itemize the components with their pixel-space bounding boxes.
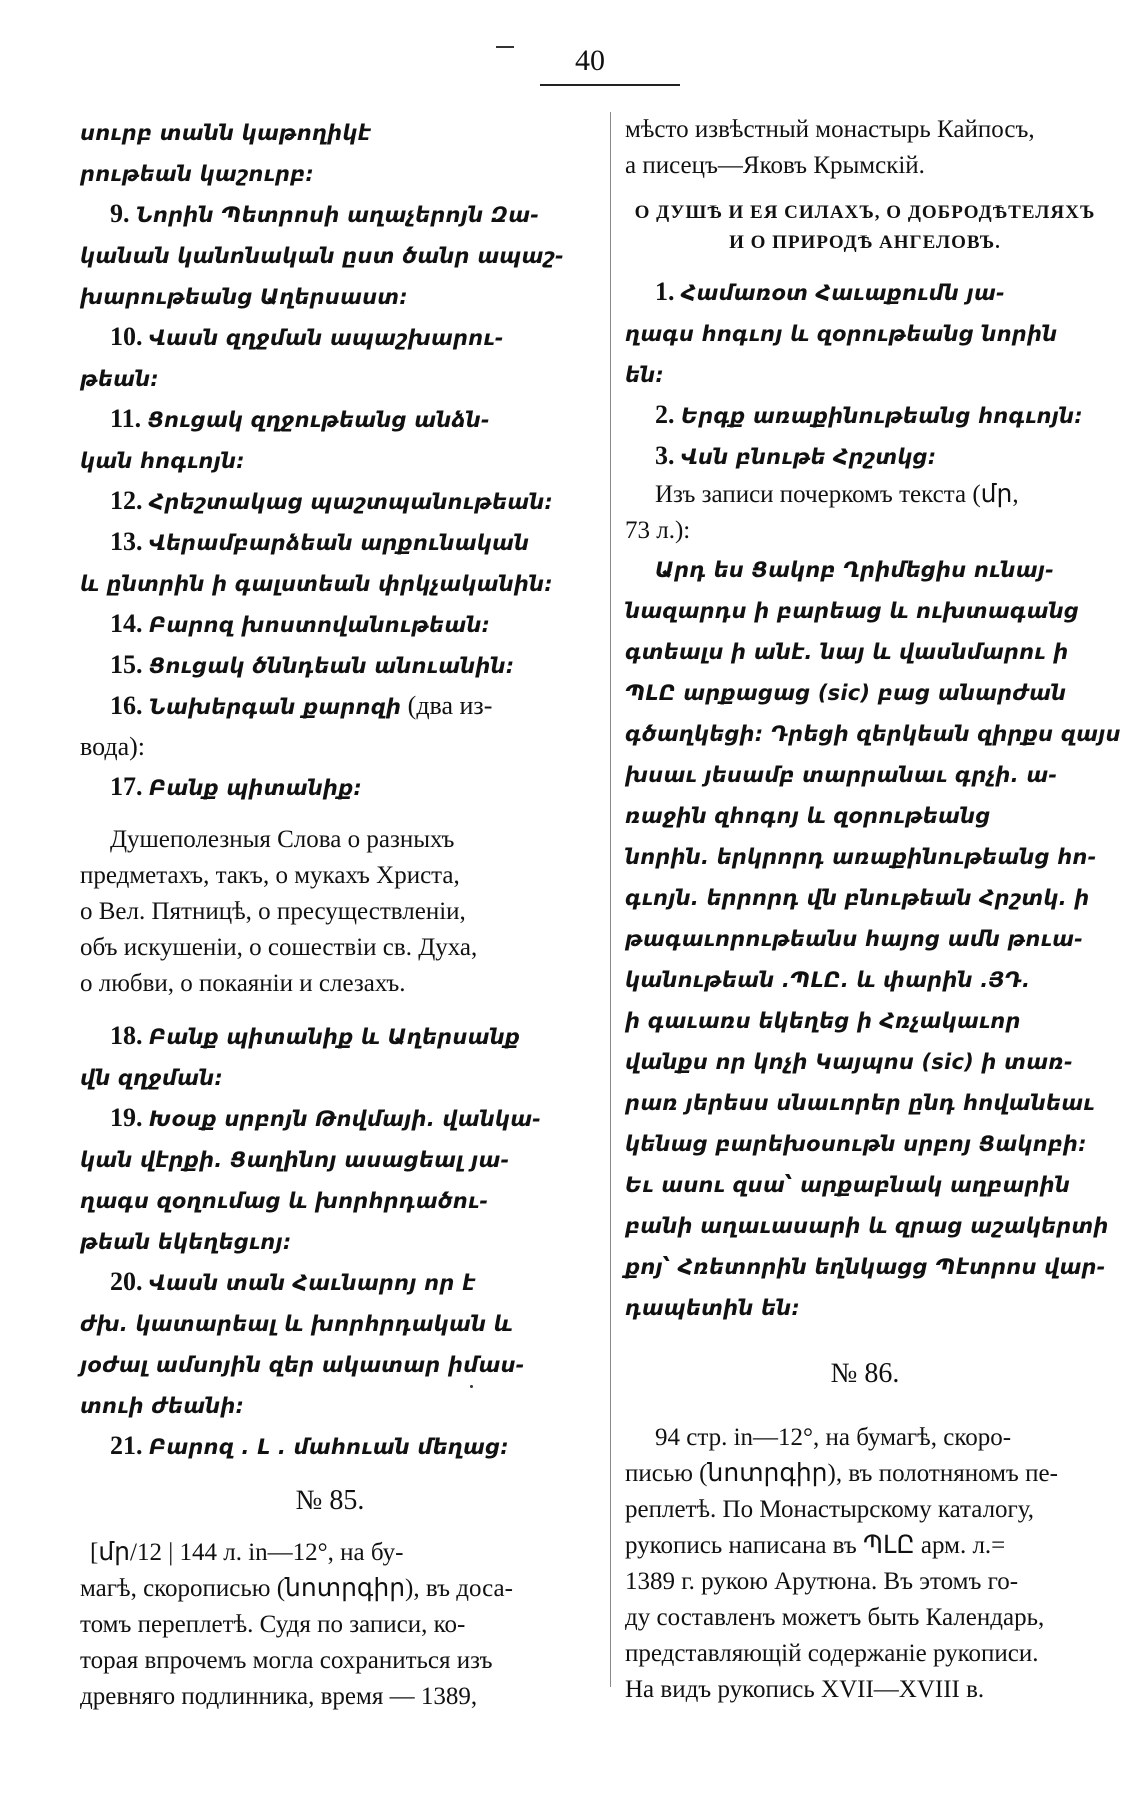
text-line [625, 354, 1105, 395]
armenian-text: բանի աղաւասարի և զրաց աշակերտի [625, 1214, 1109, 1238]
colophon-line [625, 713, 1121, 754]
colophon-line [625, 795, 1105, 836]
text-line: предметахъ, такъ, о мукахъ Христа, [80, 862, 460, 889]
page-number: 40 [575, 44, 605, 77]
right-colophon [625, 549, 1121, 1328]
text-line [80, 645, 580, 686]
armenian-text: Նորին Պետրոսի աղաչերոյն Զա- [136, 203, 540, 227]
colophon-line [625, 1246, 1105, 1287]
colophon-line [625, 959, 1105, 1000]
item-number: 12. [110, 486, 149, 515]
colophon-line [625, 631, 1105, 672]
colophon-line [625, 918, 1105, 959]
text-line: рукопись написана въ ՊԼԸ арм. л.= [625, 1532, 1006, 1559]
item-number: 1. [655, 277, 681, 306]
text-line [80, 153, 580, 194]
text-line: томъ переплетѣ. Судя по записи, ко- [80, 1611, 466, 1638]
russian-text: (два из- [401, 691, 493, 720]
russian-text: вода): [80, 732, 145, 761]
colophon-line [625, 1205, 1109, 1246]
colophon-line [625, 1041, 1105, 1082]
text-line [80, 1303, 580, 1344]
text-line [80, 1344, 580, 1385]
colophon-line [625, 1000, 1105, 1041]
armenian-text: խարութեանց Աղերսաստ: [80, 285, 408, 309]
item-number: 17. [110, 772, 149, 801]
text-line [625, 436, 1105, 477]
text-line [80, 399, 580, 440]
armenian-text: Վասն զղջման ապաշխարու- [149, 326, 504, 350]
text-line: объ искушеніи, о сошествіи св. Духа, [80, 934, 478, 961]
armenian-text: ժխ. կատարեալ և խորհրդական և [80, 1312, 513, 1336]
item-number: 10. [110, 322, 149, 351]
text-line: И О ПРИРОДѢ АНГЕЛОВЪ. [729, 232, 1001, 253]
armenian-text: նազարդս ի բարեաց և ուխտագանց [625, 599, 1079, 623]
left-description [80, 1535, 580, 1715]
armenian-text: յօժալ ամսոյին զեր ակատար իմաս- [80, 1353, 525, 1377]
armenian-text: ի գաւառս եկեղեց ի Հռչակաւոր [625, 1009, 1021, 1033]
colophon-line [625, 1164, 1105, 1205]
text-line: На видъ рукопись XVII—XVIII в. [625, 1676, 985, 1703]
armenian-text: Խօսք սրբոյն Թովմայի. վանկա- [149, 1107, 542, 1131]
item-number: 11. [110, 404, 148, 433]
right-armenian-list [625, 272, 1105, 477]
armenian-text: ղագս զօղումաց և խորհրդածու- [80, 1189, 489, 1213]
text-line [80, 112, 580, 153]
text-line [80, 1385, 580, 1426]
section-number-86: № 86. [830, 1358, 900, 1389]
armenian-text: են: [625, 363, 664, 387]
armenian-text: Եւ ասու զսա՝ արքաբնակ աղբարին [625, 1173, 1071, 1197]
text-line [80, 358, 580, 399]
text-line [80, 481, 580, 522]
right-note-line-2: 73 л.): [625, 517, 691, 544]
text-line [80, 563, 580, 604]
left-russian-paragraph [80, 822, 580, 1002]
armenian-text: Ցուցակ զղջութեանց անձն- [147, 408, 490, 432]
text-line: торая впрочемъ могла сохраниться изъ [80, 1647, 493, 1674]
armenian-text: Ցուցակ ծննդեան անուանին: [149, 654, 515, 678]
text-line [80, 1139, 580, 1180]
text-line [80, 235, 580, 276]
armenian-text: թագաւորութեանս հայոց ամն թուա- [625, 927, 1084, 951]
text-line [80, 1221, 580, 1262]
text-line: мѣсто извѣстный монастырь Кайпосъ, [625, 116, 1035, 143]
armenian-text: վանքս որ կոչի Կայպոս (sic) ի տառ- [625, 1050, 1073, 1074]
text-line [80, 1180, 580, 1221]
armenian-text: Վսն բնութե Հրշտկց: [681, 445, 937, 469]
text-line [625, 272, 1105, 313]
armenian-text: նորին. երկրորդ առաքինութեանց հո- [625, 845, 1097, 869]
colophon-line [625, 836, 1105, 877]
text-line: о Вел. Пятницѣ, о пресуществленіи, [80, 898, 466, 925]
armenian-text: քոյ՝ Հռետորին եղնկացց Պէտրոս վար- [625, 1255, 1106, 1279]
armenian-text: տուի ժեանի: [80, 1394, 245, 1418]
armenian-text: թեան եկեղեցւոյ: [80, 1230, 292, 1254]
right-description [625, 1420, 1105, 1708]
right-column [625, 112, 1121, 1708]
section-number-85: № 85. [295, 1485, 365, 1516]
text-line [80, 440, 580, 481]
item-number: 13. [110, 527, 149, 556]
armenian-text: րութեան կաշուրբ: [80, 162, 314, 186]
armenian-text: սուրբ տանն կաթողիկէ [80, 121, 371, 145]
armenian-text: Վասն տան Հաւնարոյ որ է [149, 1271, 476, 1295]
text-line: 1389 г. рукою Арутюна. Въ этомъ го- [625, 1568, 1019, 1595]
text-line [80, 686, 580, 727]
armenian-text: Արդ ես Ցակոբ Ղրիմեցիս ունայ- [655, 558, 1055, 582]
text-line: представляющій содержаніе рукописи. [625, 1640, 1039, 1667]
armenian-text: րառ յերեսս սնաւորեր ընդ հովանեաւ [625, 1091, 1095, 1115]
colophon-line [625, 1287, 1105, 1328]
left-column [80, 112, 580, 1715]
text-line [80, 522, 580, 563]
text-line: писью (նոտրգիր), въ полотняномъ пе- [625, 1460, 1058, 1487]
colophon-line [625, 672, 1105, 713]
text-line [80, 1262, 580, 1303]
text-line: магѣ, скорописью (նոտրգիր), въ доса- [80, 1575, 513, 1602]
item-number: 20. [110, 1267, 149, 1296]
header-rule [540, 84, 680, 86]
armenian-text: կան հոգւոյն: [80, 449, 245, 473]
armenian-text: Համառօտ Հաւաքումն յա- [681, 281, 1005, 305]
text-line: а писецъ—Яковъ Крымскій. [625, 152, 925, 179]
text-line [80, 317, 580, 358]
armenian-text: կան վէրքի. Ցաղինոյ ասացեալ յա- [80, 1148, 510, 1172]
text-line [80, 276, 580, 317]
armenian-text: կանան կանոնական ըստ ծանր ապաշ- [80, 244, 564, 268]
item-number: 19. [110, 1103, 149, 1132]
colophon-line [625, 1123, 1105, 1164]
armenian-text: ՊԼԸ արքացաց (sic) բաց անարժան [625, 681, 1067, 705]
left-armenian-list [80, 112, 580, 808]
item-number: 18. [110, 1021, 149, 1050]
left-armenian-list-2 [80, 1016, 580, 1467]
colophon-line [625, 754, 1105, 795]
armenian-text: ղագս հոգւոյ և զօրութեանց նորին [625, 322, 1058, 346]
armenian-text: Բարոզ . Լ . մահուան մեղաց: [149, 1435, 509, 1459]
armenian-text: Բանք պիտանիք և Աղերսանք [149, 1025, 521, 1049]
colophon-line [625, 1082, 1105, 1123]
item-number: 14. [110, 609, 149, 638]
text-line: [մր/12 | 144 л. in—12°, на бу- [90, 1539, 404, 1566]
text-line: о любви, о покаяніи и слезахъ. [80, 970, 406, 997]
text-line [80, 727, 580, 767]
item-number: 15. [110, 650, 149, 679]
text-line [80, 1057, 580, 1098]
text-line: О ДУШѢ И ЕЯ СИЛАХЪ, О ДОБРОДѢТЕЛЯХЪ [634, 202, 1096, 223]
text-line: древняго подлинника, время — 1389, [80, 1683, 478, 1710]
armenian-text: կանութեան .ՊԼԸ. և փարին .ՅԴ. [625, 968, 1031, 992]
armenian-text: դապետին են: [625, 1296, 800, 1320]
right-intro [625, 112, 1105, 184]
right-section-heading [625, 198, 1105, 258]
text-line: Душеполезныя Слова о разныхъ [110, 826, 455, 853]
armenian-text: Վերամբարձեան արքունական [149, 531, 530, 555]
colophon-line [625, 549, 1105, 590]
armenian-text: ռաջին զհոգոյ և զօրութեանց [625, 804, 991, 828]
armenian-text: Երգք առաքինութեանց հոգւոյն: [681, 404, 1083, 428]
armenian-text: կենաց բարեխօսութն սրբոյ Ցակոբի: [625, 1132, 1087, 1156]
item-number: 3. [655, 441, 681, 470]
armenian-text: վն զղջման: [80, 1066, 223, 1090]
armenian-text: գւոյն. երրորդ վն բնութեան Հրշտկ. ի [625, 886, 1090, 910]
armenian-text: Բարոզ խոստովանութեան: [149, 613, 491, 637]
header-tick-mark [496, 46, 514, 48]
text-line [80, 767, 580, 808]
armenian-text: Բանք պիտանիք: [149, 776, 363, 800]
armenian-text: և ընտրին ի գալստեան փրկչականին: [80, 572, 553, 596]
armenian-text: գտեալս ի անէ. նայ և վասնմարու ի [625, 640, 1069, 664]
item-number: 16. [110, 691, 149, 720]
text-line [80, 1098, 580, 1139]
colophon-line [625, 877, 1105, 918]
text-line [80, 604, 580, 645]
item-number: 9. [110, 199, 136, 228]
text-line: ду составленъ можетъ быть Календарь, [625, 1604, 1045, 1631]
text-line [80, 194, 580, 235]
colophon-line [625, 590, 1105, 631]
text-line [80, 1016, 580, 1057]
armenian-text: Հրեշտակաց պաշտպանութեան: [149, 490, 554, 514]
text-line: реплетѣ. По Монастырскому каталогу, [625, 1496, 1035, 1523]
column-divider [610, 112, 611, 1687]
text-line [80, 1426, 580, 1467]
text-line: 94 стр. in—12°, на бумагѣ, скоро- [655, 1424, 1012, 1451]
text-line [625, 313, 1105, 354]
armenian-text: թեան: [80, 367, 159, 391]
armenian-text: խսաւ յեսամբ տարրանաւ գրչի. ա- [625, 763, 1058, 787]
armenian-text: Նախերգան քարոզի [149, 695, 402, 719]
item-number: 21. [110, 1431, 149, 1460]
right-note-line: Изъ записи почеркомъ текста (մր, [655, 481, 1019, 508]
text-line [625, 395, 1105, 436]
armenian-text: գծաղկեցի: Դրեցի զերկեան զիրքս զայս [625, 722, 1121, 746]
item-number: 2. [655, 400, 681, 429]
